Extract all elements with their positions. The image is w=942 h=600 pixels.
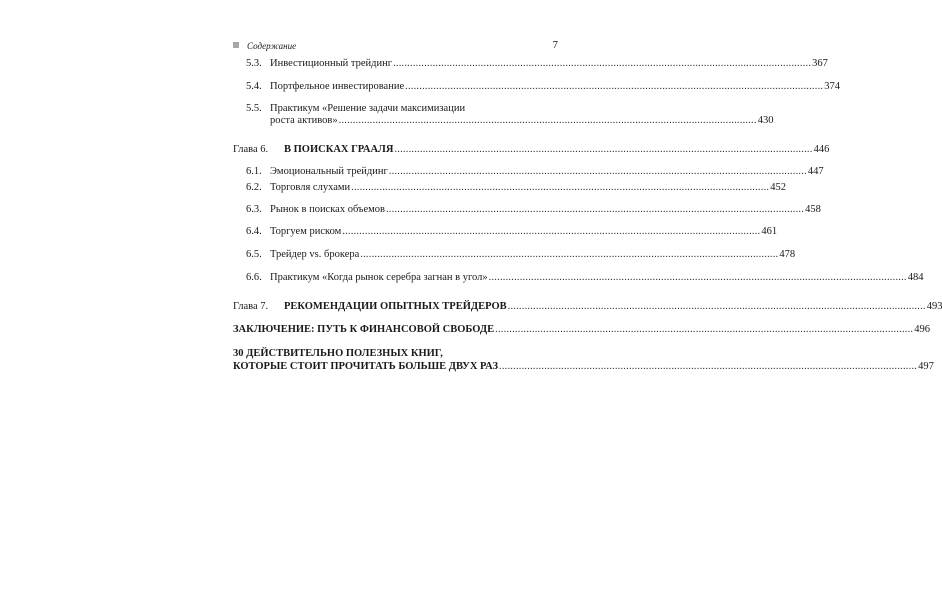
toc-entry-title: РЕКОМЕНДАЦИИ ОПЫТНЫХ ТРЕЙДЕРОВ	[284, 301, 507, 312]
dot-leader: ....................................................................................................................................................	[394, 144, 813, 155]
toc-entry-page: 458	[805, 204, 821, 215]
toc-entry-title: Эмоциональный трейдинг	[270, 166, 388, 177]
toc-entry-6-4[interactable]	[270, 225, 778, 239]
toc-entry-title: КОТОРЫЕ СТОИТ ПРОЧИТАТЬ БОЛЬШЕ ДВУХ РАЗ	[233, 361, 498, 372]
toc-entry-chapter-7[interactable]	[284, 300, 942, 314]
section-number: 6.1.	[246, 166, 262, 177]
toc-entry-page: 430	[757, 115, 774, 126]
section-number: 6.6.	[246, 272, 262, 283]
dot-leader: ....................................................................................................................................................	[393, 58, 812, 69]
toc-entry-6-5[interactable]	[270, 248, 796, 262]
toc-entry-page: 452	[770, 182, 786, 193]
toc-entry-title: Торгуем риском	[270, 226, 342, 237]
toc-entry-title: ЗАКЛЮЧЕНИЕ: ПУТЬ К ФИНАНСОВОЙ СВОБОДЕ	[233, 324, 495, 335]
chapter-number: Глава 7.	[233, 301, 269, 312]
section-number: 5.4.	[246, 81, 262, 92]
toc-entry-5-5[interactable]	[270, 114, 774, 128]
running-header	[233, 40, 558, 52]
section-number: 6.3.	[246, 204, 262, 215]
chapter-number: Глава 6.	[233, 144, 269, 155]
toc-entry-title: Рынок в поисках объемов	[270, 204, 385, 215]
toc-entry-title: Портфельное инвестирование	[270, 81, 405, 92]
toc-entry-page: 497	[918, 361, 934, 372]
toc-entry-title-line1: 30 ДЕЙСТВИТЕЛЬНО ПОЛЕЗНЫХ КНИГ,	[233, 348, 443, 359]
dot-leader: ....................................................................................................................................................	[388, 166, 807, 177]
toc-entry-title: роста активов»	[270, 115, 338, 126]
toc-entry-page: 367	[812, 58, 828, 69]
toc-entry-page: 447	[807, 166, 824, 177]
toc-entry-6-6[interactable]	[270, 271, 924, 285]
section-number: 6.2.	[246, 182, 262, 193]
toc-entry-page: 461	[761, 226, 778, 237]
toc-entry-6-2[interactable]	[270, 181, 786, 195]
toc-entry-chapter-6[interactable]	[284, 143, 830, 157]
dot-leader: ....................................................................................................................................................	[351, 182, 770, 193]
toc-entry-title: Практикум «Когда рынок серебра загнан в угол»	[270, 272, 488, 283]
toc-entry-title: Трейдер vs. брокера	[270, 249, 360, 260]
section-number: 6.5.	[246, 249, 262, 260]
dot-leader: ....................................................................................................................................................	[385, 204, 805, 215]
toc-entry-page: 493	[926, 301, 942, 312]
dot-leader: ....................................................................................................................................................	[405, 81, 824, 92]
dot-leader: ....................................................................................................................................................	[488, 272, 907, 283]
toc-entry-5-4[interactable]	[270, 80, 840, 94]
dot-leader: ....................................................................................................................................................	[338, 115, 757, 126]
toc-entry-title-line1: Практикум «Решение задачи максимизации	[270, 103, 466, 114]
header-square-icon	[233, 42, 239, 48]
header-title: Содержание	[247, 41, 297, 51]
section-number: 5.3.	[246, 58, 262, 69]
toc-entry-page: 496	[914, 324, 931, 335]
section-number: 5.5.	[246, 103, 262, 114]
dot-leader: ....................................................................................................................................................	[495, 324, 914, 335]
toc-entry-5-3[interactable]	[270, 57, 828, 71]
dot-leader: ....................................................................................................................................................	[507, 301, 926, 312]
toc-entry-page: 484	[907, 272, 924, 283]
header-page-number: 7	[552, 39, 558, 51]
toc-entry-title: Торговля слухами	[270, 182, 351, 193]
toc-entry-6-3[interactable]	[270, 203, 821, 217]
section-number: 6.4.	[246, 226, 262, 237]
dot-leader: ....................................................................................................................................................	[360, 249, 779, 260]
toc-entry-title: В ПОИСКАХ ГРААЛЯ	[284, 144, 394, 155]
toc-entry-conclusion[interactable]	[233, 323, 931, 337]
toc-entry-page: 446	[813, 144, 830, 155]
dot-leader: ....................................................................................................................................................	[342, 226, 761, 237]
toc-entry-page: 478	[779, 249, 796, 260]
toc-entry-6-1[interactable]	[270, 165, 824, 179]
toc-entry-page: 374	[824, 81, 840, 92]
toc-entry-books[interactable]	[233, 360, 934, 374]
dot-leader: ....................................................................................................................................................	[499, 361, 918, 372]
toc-entry-title: Инвестиционный трейдинг	[270, 58, 393, 69]
